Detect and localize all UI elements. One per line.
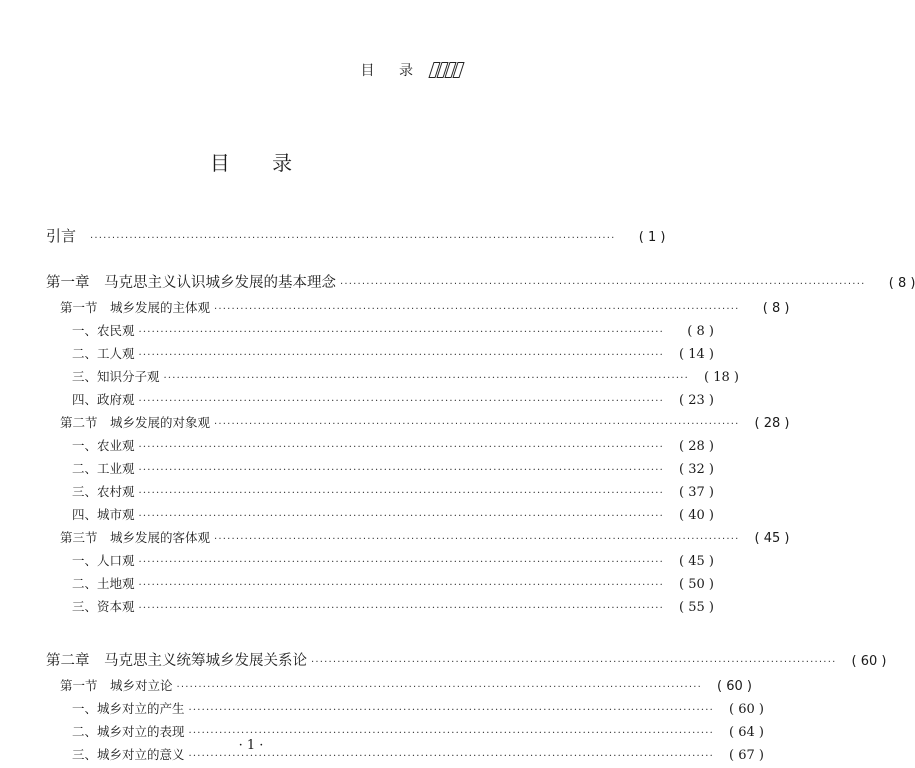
toc-intro-row: [46, 222, 666, 250]
toc-leader-dots: ························································································································: [163, 373, 689, 384]
toc-page-number: ( 45 ): [679, 554, 714, 569]
toc-page-number: ( 37 ): [679, 485, 714, 500]
toc-page-number: ( 8 ): [762, 301, 790, 316]
toc-leader-dots: ························································································································: [138, 442, 664, 453]
toc-page-number: ( 64 ): [729, 725, 764, 740]
toc-spacer: [46, 618, 442, 648]
toc-item-row: [46, 480, 714, 503]
toc-section-row: [46, 411, 790, 434]
toc-page-number: ( 45 ): [754, 531, 790, 546]
toc-page-number: ( 28 ): [754, 416, 790, 431]
toc-page-number: ( 60 ): [717, 679, 752, 694]
toc-leader-dots: ························································································································: [214, 419, 740, 430]
toc-leader-dots: ························································································································: [188, 705, 714, 716]
header-decoration-icon: [431, 62, 462, 78]
toc-page-number: ( 23 ): [679, 393, 714, 408]
toc-page-number: ( 1 ): [638, 230, 666, 245]
toc-chapter-title: 第一章 马克思主义认识城乡发展的基本理念: [46, 275, 336, 291]
toc-page-number: ( 14 ): [679, 347, 714, 362]
toc-page-number: ( 40 ): [679, 508, 714, 523]
toc-leader-dots: ························································································································: [188, 751, 714, 762]
toc-item-row: [46, 697, 764, 720]
page-title: 目 录: [209, 151, 311, 175]
toc-leader-dots: ························································································································: [340, 279, 866, 290]
toc-page-number: ( 8 ): [687, 324, 714, 339]
toc-section-row: [46, 674, 752, 697]
toc-page-number: ( 60 ): [851, 654, 887, 669]
toc-item-row: [46, 388, 714, 411]
toc-chapter-title: 第二章 马克思主义统筹城乡发展关系论: [46, 653, 307, 669]
toc-item-row: [46, 365, 739, 388]
toc-section-title: 第三节 城乡发展的客体观: [60, 530, 211, 545]
toc-item-title: 三、农村观: [72, 484, 135, 499]
toc-leader-dots: ························································································································: [138, 465, 664, 476]
toc-item-row: [46, 549, 714, 572]
toc-leader-dots: ························································································································: [176, 682, 702, 693]
toc-page-number: ( 32 ): [679, 462, 714, 477]
toc-item-title: 二、土地观: [72, 576, 135, 591]
toc-leader-dots: ························································································································: [214, 534, 740, 545]
toc-item-row: [46, 572, 714, 595]
toc-section-title: 第一节 城乡对立论: [60, 678, 173, 693]
toc-page-number: ( 8 ): [888, 276, 915, 291]
toc-item-row: [46, 319, 714, 342]
toc-page-number: ( 18 ): [704, 370, 739, 385]
toc-item-row: [46, 342, 714, 365]
table-of-contents: [46, 222, 915, 766]
toc-leader-dots: ························································································································: [188, 728, 714, 739]
toc-leader-dots: ························································································································: [90, 233, 616, 244]
toc-item-title: 三、知识分子观: [72, 369, 160, 384]
toc-item-title: 一、农民观: [72, 323, 135, 338]
toc-section-row: [46, 526, 790, 549]
toc-chapter-row: [46, 648, 887, 674]
toc-page-number: ( 28 ): [679, 439, 714, 454]
running-header-text: 目 录: [360, 63, 423, 79]
toc-page-number: ( 67 ): [729, 748, 764, 763]
toc-item-title: 二、工人观: [72, 346, 135, 361]
toc-item-title: 一、农业观: [72, 438, 135, 453]
toc-item-title: 二、城乡对立的表现: [72, 724, 185, 739]
toc-leader-dots: ························································································································: [214, 304, 740, 315]
toc-item-title: 四、城市观: [72, 507, 135, 522]
toc-page-number: ( 50 ): [679, 577, 714, 592]
toc-item-title: 四、政府观: [72, 392, 135, 407]
toc-intro-title: 引言: [46, 227, 77, 245]
toc-spacer: [46, 250, 442, 270]
toc-leader-dots: ························································································································: [311, 657, 837, 668]
toc-section-title: 第二节 城乡发展的对象观: [60, 415, 211, 430]
toc-leader-dots: ························································································································: [138, 580, 664, 591]
toc-section-title: 第一节 城乡发展的主体观: [60, 300, 211, 315]
toc-item-row: [46, 457, 714, 480]
toc-item-row: [46, 434, 714, 457]
toc-section-row: [46, 296, 790, 319]
toc-item-title: 三、城乡对立的意义: [72, 747, 185, 762]
toc-leader-dots: ························································································································: [138, 327, 664, 338]
toc-item-title: 一、人口观: [72, 553, 135, 568]
toc-leader-dots: ························································································································: [138, 511, 664, 522]
toc-item-title: 三、资本观: [72, 599, 135, 614]
toc-leader-dots: ························································································································: [138, 396, 664, 407]
toc-item-row: [46, 595, 714, 618]
toc-chapter-row: [46, 270, 915, 296]
toc-leader-dots: ························································································································: [138, 603, 664, 614]
toc-leader-dots: ························································································································: [138, 557, 664, 568]
toc-item-title: 一、城乡对立的产生: [72, 701, 185, 716]
toc-page-number: ( 60 ): [729, 702, 764, 717]
toc-leader-dots: ························································································································: [138, 350, 664, 361]
toc-leader-dots: ························································································································: [138, 488, 664, 499]
running-header: [361, 60, 462, 80]
toc-item-row: [46, 503, 714, 526]
toc-page-number: ( 55 ): [679, 600, 714, 615]
page-number: · 1 ·: [238, 738, 264, 753]
toc-item-title: 二、工业观: [72, 461, 135, 476]
